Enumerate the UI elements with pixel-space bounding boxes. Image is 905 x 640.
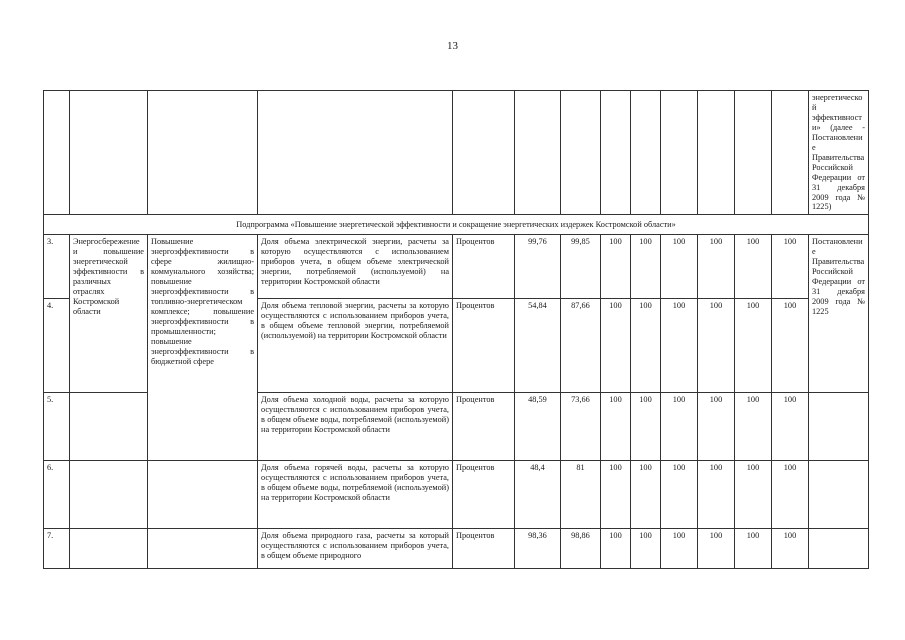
indicator-cell: Доля объема тепловой энергии, расчеты за которую осуществляются с использованием приборов учета, в общем объеме тепловой энергии, потребляемой (используемой) на территории Костромской области	[258, 299, 453, 393]
value-cell: 99,85	[561, 235, 601, 299]
value-cell: 100	[661, 235, 698, 299]
value-cell: 100	[661, 461, 698, 529]
unit-cell: Процентов	[453, 235, 515, 299]
value-cell: 100	[698, 235, 735, 299]
value-cell: 100	[631, 235, 661, 299]
value-cell: 100	[735, 461, 772, 529]
row-number: 6.	[44, 461, 70, 529]
table-row	[44, 461, 869, 529]
value-cell: 54,84	[515, 299, 561, 393]
row-number: 5.	[44, 393, 70, 461]
continuation-row	[44, 91, 869, 215]
subprogram-row	[44, 215, 869, 235]
value-cell: 100	[698, 299, 735, 393]
value-cell: 100	[661, 393, 698, 461]
value-cell: 100	[735, 393, 772, 461]
value-cell: 81	[561, 461, 601, 529]
value-cell: 100	[631, 299, 661, 393]
value-cell: 100	[772, 393, 809, 461]
indicator-cell: Доля объема горячей воды, расчеты за которую осуществляются с использованием приборов учета, в общем объеме воды, потребляемой (используемой) на территории Костромской области	[258, 461, 453, 529]
value-cell: 100	[772, 299, 809, 393]
direction-cell: Энергосбережение и повышение энергетической эффективности в различных отраслях Костромской области	[70, 235, 148, 393]
value-cell: 100	[631, 393, 661, 461]
indicators-table	[43, 90, 869, 569]
unit-cell: Процентов	[453, 393, 515, 461]
measures-cell: Повышение энергоэффективности в сфере жилищно-коммунального хозяйства; повышение энергоэффективности в топливно-энергетическом комплексе; повышение энергоэффективности в промышленности; повышение энергоэффективности в бюджетной сфере	[148, 235, 258, 461]
value-cell: 73,66	[561, 393, 601, 461]
value-cell: 87,66	[561, 299, 601, 393]
table-row	[44, 235, 869, 299]
table-row	[44, 529, 869, 569]
value-cell: 100	[772, 461, 809, 529]
value-cell: 100	[601, 299, 631, 393]
value-cell: 99,76	[515, 235, 561, 299]
value-cell: 100	[698, 529, 735, 569]
row-number: 4.	[44, 299, 70, 393]
continuation-note: энергетической эффективности» (далее - Постановление Правительства Российской Федерации от 31 декабря 2009 года № 1225)	[809, 91, 869, 215]
indicator-cell: Доля объема природного газа, расчеты за который осуществляются с использованием приборов учета, в общем объеме природного	[258, 529, 453, 569]
value-cell: 100	[601, 393, 631, 461]
basis-cell: Постановление Правительства Российской Федерации от 31 декабря 2009 года № 1225	[809, 235, 869, 393]
indicator-cell: Доля объема холодной воды, расчеты за которую осуществляются с использованием приборов учета, в общем объеме воды, потребляемой (используемой) на территории Костромской области	[258, 393, 453, 461]
subprogram-title: Подпрограмма «Повышение энергетической эффективности и сокращение энергетических издержек Костромской области»	[44, 215, 869, 235]
row-number: 7.	[44, 529, 70, 569]
unit-cell: Процентов	[453, 461, 515, 529]
value-cell: 48,4	[515, 461, 561, 529]
unit-cell: Процентов	[453, 529, 515, 569]
value-cell: 100	[698, 393, 735, 461]
value-cell: 100	[661, 299, 698, 393]
value-cell: 100	[631, 529, 661, 569]
value-cell: 100	[698, 461, 735, 529]
value-cell: 100	[772, 235, 809, 299]
value-cell: 100	[601, 529, 631, 569]
value-cell: 98,86	[561, 529, 601, 569]
value-cell: 100	[631, 461, 661, 529]
value-cell: 100	[735, 299, 772, 393]
value-cell: 100	[735, 529, 772, 569]
indicator-cell: Доля объема электрической энергии, расчеты за которую осуществляются с использованием приборов учета, в общем объеме электрической энергии, потребляемой (используемой) на территории Костромской области	[258, 235, 453, 299]
value-cell: 98,36	[515, 529, 561, 569]
page-number: 13	[447, 40, 458, 52]
unit-cell: Процентов	[453, 299, 515, 393]
value-cell: 100	[661, 529, 698, 569]
row-number: 3.	[44, 235, 70, 299]
value-cell: 100	[601, 461, 631, 529]
value-cell: 100	[772, 529, 809, 569]
value-cell: 100	[735, 235, 772, 299]
value-cell: 100	[601, 235, 631, 299]
value-cell: 48,59	[515, 393, 561, 461]
